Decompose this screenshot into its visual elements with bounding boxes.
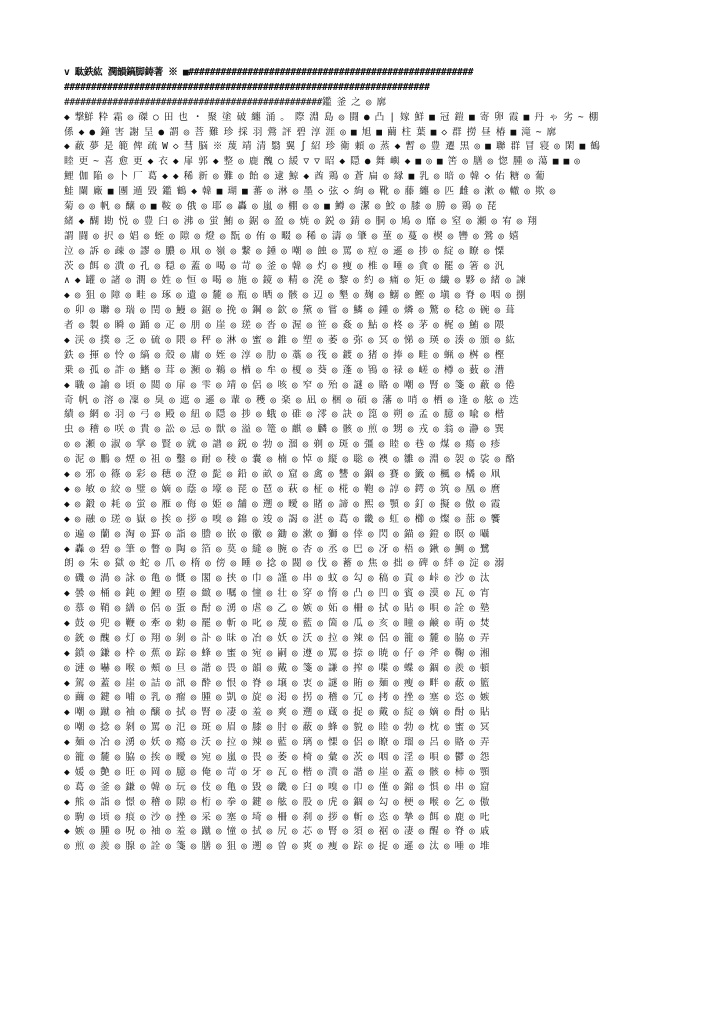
text-line: ◆ 嘲 ◎ 蹴 ◎ 袖 ◎ 醸 ◎ 拭 ◎ 腎 ◎ 凄 ◎ 羞 ◎ 爽 ◎ 遡 ◎ 蔵 ◎ 捉 ◎ 戴 ◎ 綻 ◎ 嫡 ◎ 酎 ◎ 貼	[64, 707, 490, 719]
text-line: 謂 闘 ◎ 択 ◎ 娼 ◎ 蛭 ◎ 隙 ◎ 燈 ◎ 翫 ◎ 侑 ◎ 畷 ◎ 稀 ◎ 濤 ◎ 肇 ◎ 菫 ◎ 蔓 ◎ 楔 ◎ 轡 ◎ 鶯 ◎ 嬉	[64, 230, 519, 242]
text-line: 緒 ◆ 醐 勘 悦 ◎ 豊 臼 ◎ 沸 ◎ 蛍 鮪 ◎ 鋸 ◎ 盈 ◎ 焼 ◎ 鋭 ◎ 錆 ◎ 胴 ◎ 鳩 ◎ 靡 ◎ 窒 ◎ 瀬 ◎ 宥 ◎ 翔	[64, 215, 537, 227]
text-line: ◆ 曇 ◎ 桶 ◎ 鈍 ◎ 鯉 ◎ 堕 ◎ 緻 ◎ 嘱 ◎ 憧 ◎ 壮 ◎ 穿 ◎ 惰 ◎ 凸 ◎ 凹 ◎ 賓 ◎ 漠 ◎ 瓦 ◎ 宵	[64, 588, 490, 600]
text-line: 乗 ◎ 孤 ◎ 詐 ◎ 鰭 ◎ 茸 ◎ 瀕 ◎ 鵜 ◎ 楢 ◎ 牟 ◎ 榎 ◎ 葵 ◎ 蓬 ◎ 鴇 ◎ 禄 ◎ 嵯 ◎ 樽 ◎ 薮 ◎ 漕	[64, 364, 504, 376]
text-line: 睦 更 ~ 喜 愈 更 ◆ 衣 ◆ 扉 郭 ◆ 整 ◎ 鹿 醜 ○ 緩 ▽ ▽ 昭 ◆ 隠 ● 舞 嶼 ◆ ■ ◎ ■ 筈 ◎ 膳 ◎ 惚 腫 ◎ 蕩 ■ ■ ◎	[64, 156, 580, 168]
document-page	[64, 66, 660, 855]
text-line: ◆ 熊 ◎ 詣 ◎ 憬 ◎ 稽 ◎ 隙 ◎ 桁 ◎ 拳 ◎ 鍵 ◎ 舷 ◎ 股 ◎ 虎 ◎ 錮 ◎ 勾 ◎ 梗 ◎ 喉 ◎ 乞 ◎ 傲	[64, 796, 490, 808]
text-line: ◆ 麺 ◎ 冶 ◎ 湧 ◎ 妖 ◎ 瘍 ◎ 沃 ◎ 拉 ◎ 辣 ◎ 藍 ◎ 璃 ◎ 慄 ◎ 侶 ◎ 瞭 ◎ 瑠 ◎ 呂 ◎ 賂 ◎ 弄	[64, 737, 490, 749]
text-line: ◆ ◎ 邪 ◎ 篠 ◎ 彩 ◎ 穂 ◎ 澄 ◎ 髭 ◎ 鉛 ◎ 畝 ◎ 窟 ◎ 禽 ◎ 讐 ◎ 錮 ◎ 賽 ◎ 籤 ◎ 楓 ◎ 橘 ◎ 凧	[64, 469, 500, 481]
text-line: 茨 ◎ 餌 ◎ 潰 ◎ 孔 ◎ 穏 ◎ 蓋 ◎ 喝 ◎ 苛 ◎ 釜 ◎ 韓 ◎ 灼 ◎ 痩 ◎ 椎 ◎ 唾 ◎ 貪 ◎ 罷 ◎ 箸 ◎ 汎	[64, 260, 504, 272]
text-line: 係 ◆ ● 鐘 害 謝 呈 ● 謂 ◎ 菩 難 珍 採 羽 鶯 評 碧 淳 涯 ◎ ■ 旭 ■ 繭 柱 葉 ■ ◇ 群 撈 昼 椿 ■ 滝 ~ 廓	[64, 126, 556, 138]
text-line: ◎ 漣 ◎ 嚇 ◎ 喉 ◎ 頰 ◎ 旦 ◎ 諧 ◎ 畏 ◎ 韻 ◎ 戴 ◎ 箋 ◎ 謙 ◎ 搾 ◎ 喋 ◎ 蝶 ◎ 錮 ◎ 羨 ◎ 頓	[64, 662, 490, 674]
text-line: ∧ ◆ 罐 ◎ 諸 ◎ 潤 ◎ 姓 ◎ 恒 ◎ 喝 ◎ 施 ◎ 鏡 ◎ 精 ◎ 溌 ◎ 黎 ◎ 約 ◎ 痛 ◎ 矩 ◎ 繊 ◎ 夥 ◎ 緒 ◎ 諫	[64, 275, 526, 287]
text-line: ◆ 駕 ◎ 蓋 ◎ 崖 ◎ 詰 ◎ 訊 ◎ 酔 ◎ 恨 ◎ 脊 ◎ 壌 ◎ 衷 ◎ 謎 ◎ 賄 ◎ 麺 ◎ 瘦 ◎ 畔 ◎ 蔽 ◎ 籃	[64, 677, 490, 689]
text-line: ◎ 葛 ◎ 釜 ◎ 鎌 ◎ 韓 ◎ 玩 ◎ 伎 ◎ 亀 ◎ 毀 ◎ 畿 ◎ 臼 ◎ 嗅 ◎ 巾 ◎ 僅 ◎ 錦 ◎ 惧 ◎ 串 ◎ 窟	[64, 781, 490, 793]
text-line: 奇 帆 ◎ 溶 ◎ 凜 ◎ 臭 ◎ 遮 ◎ 遜 ◎ 輩 ◎ 穫 ◎ 楽 ◎ 凪 ◎ 梱 ◎ 碩 ◎ 藩 ◎ 哨 ◎ 栖 ◎ 逢 ◎ 舷 ◎ 迭	[64, 394, 519, 406]
text-line: ◎ 泥 ◎ 鵬 ◎ 煙 ◎ 祖 ◎ 鑿 ◎ 耐 ◎ 稜 ◎ 嚢 ◎ 楠 ◎ 悼 ◎ 縦 ◎ 聡 ◎ 襖 ◎ 雛 ◎ 淵 ◎ 袈 ◎ 裟 ◎ 酪	[64, 454, 515, 466]
text-line: ◆ ◎ 狙 ◎ 障 ◎ 畦 ◎ 琢 ◎ 遺 ◎ 麓 ◎ 瓶 ◎ 晒 ◎ 骸 ◎ 辺 ◎ 墾 ◎ 麹 ◎ 鰯 ◎ 鰹 ◎ 塡 ◎ 脊 ◎ 咽 ◎ 捌	[64, 290, 526, 302]
text-line: ◎ 嘲 ◎ 捻 ◎ 剝 ◎ 罵 ◎ 氾 ◎ 斑 ◎ 眉 ◎ 膝 ◎ 肘 ◎ 蔽 ◎ 蜂 ◎ 貌 ◎ 睦 ◎ 勃 ◎ 枕 ◎ 蜜 ◎ 冥	[64, 722, 490, 734]
text-line: ◆ 嫉 ◎ 腫 ◎ 呪 ◎ 袖 ◎ 羞 ◎ 蹴 ◎ 憧 ◎ 拭 ◎ 尻 ◎ 芯 ◎ 腎 ◎ 須 ◎ 裾 ◎ 凄 ◎ 醒 ◎ 脊 ◎ 戚	[64, 826, 490, 838]
text-line: ◎ 煎 ◎ 羨 ◎ 腺 ◎ 詮 ◎ 箋 ◎ 膳 ◎ 狙 ◎ 遡 ◎ 曽 ◎ 爽 ◎ 痩 ◎ 踪 ◎ 捉 ◎ 遜 ◎ 汰 ◎ 唾 ◎ 堆	[64, 841, 490, 853]
text-line: ◆ 蔽 夢 是 範 俾 疏 W ◇ 彗 脳 ※ 蔑 靖 清 翳 翼 ∫ 紹 珍 衛 頼 ◎ 蒸 ◆ 暫 ◎ 豊 遷 黒 ◎ ■ 聯 群 冒 寝 ◎ 閑 ■ 鶴	[64, 141, 600, 153]
text-line: ◆ 撃鮮 粋 霜 ◎ 磔 ○ 田 也 ・ 聚 塗 破 纏 涌 。 際 淵 島 ◎ 闘 ● 凸 | 嫁 鮮 ■ 冠 鎧 ■ 寄 卵 霞 ■ 丹 ゃ 劣 ~ 棚	[64, 111, 598, 123]
text-line: ################################################鑑 釜 之 ◎ 廓	[64, 96, 386, 108]
text-line: ◆ 轟 ◎ 碧 ◎ 筆 ◎ 瞥 ◎ 陶 ◎ 箔 ◎ 莫 ◎ 縫 ◎ 腕 ◎ 杏 ◎ 丞 ◎ 巴 ◎ 冴 ◎ 梧 ◎ 鍬 ◎ 鯛 ◎ 鷺	[64, 543, 490, 555]
text-line: ◆ ◎ 鍛 ◎ 耗 ◎ 蛍 ◎ 雁 ◎ 侮 ◎ 姫 ◎ 舗 ◎ 遡 ◎ 曖 ◎ 賭 ◎ 諦 ◎ 熙 ◎ 顎 ◎ 釘 ◎ 擬 ◎ 傲 ◎ 霞	[64, 498, 500, 510]
document-title-line: v 駄鉄紘 潤韻鎬脚鋳著 ※ ■#####################################################	[64, 67, 474, 78]
text-line: 菊 ◎ ◎ 帆 ◎ 醸 ◎ ■ 鞍 ◎ 俄 ◎ 耶 ◎ 轟 ◎ 嵐 ◎ 棚 ◎ ◎ ■ 鱒 ◎ 潔 ◎ 鮫 ◎ 膝 ◎ 勝 ◎ 鶏 ◎ 琵	[64, 201, 497, 213]
text-line: ◆ 鼓 ◎ 兜 ◎ 鞭 ◎ 牽 ◎ 勅 ◎ 罷 ◎ 斬 ◎ 叱 ◎ 蔑 ◎ 藍 ◎ 箇 ◎ 瓜 ◎ 亥 ◎ 瞳 ◎ 鹸 ◎ 萌 ◎ 焚	[64, 617, 490, 629]
text-line: 虫 ◎ 稽 ◎ 咲 ◎ 貴 ◎ 訟 ◎ 忌 ◎ 獣 ◎ 溢 ◎ 篭 ◎ 麒 ◎ 麟 ◎ 骸 ◎ 煎 ◎ 甥 ◎ 戎 ◎ 翁 ◎ 瀞 ◎ 巽	[64, 424, 504, 436]
text-line: ####################################################################	[64, 81, 430, 93]
text-line: ◆ ◎ 融 ◎ 瑳 ◎ 嶽 ◎ 挨 ◎ 拶 ◎ 嗅 ◎ 錦 ◎ 竣 ◎ 謁 ◎ 湛 ◎ 葛 ◎ 畿 ◎ 虹 ◎ 櫛 ◎ 燦 ◎ 蔀 ◎ 饗	[64, 513, 500, 525]
text-line: ◎ 銃 ◎ 醜 ◎ 灯 ◎ 翔 ◎ 剝 ◎ 訃 ◎ 昧 ◎ 冶 ◎ 妖 ◎ 沃 ◎ 拉 ◎ 辣 ◎ 侶 ◎ 籠 ◎ 麓 ◎ 脇 ◎ 弄	[64, 632, 490, 644]
text-line: ◎ 慕 ◎ 鞘 ◎ 繕 ◎ 侶 ◎ 蛋 ◎ 酎 ◎ 湧 ◎ 虐 ◎ 乙 ◎ 嫉 ◎ 妬 ◎ 柵 ◎ 拭 ◎ 貼 ◎ 唄 ◎ 詮 ◎ 塾	[64, 603, 490, 615]
text-line: 泣 ◎ 訴 ◎ 疎 ◎ 謬 ◎ 膿 ◎ 凧 ◎ 嶺 ◎ 繋 ◎ 錘 ◎ 嘲 ◎ 蝕 ◎ 罵 ◎ 痘 ◎ 遜 ◎ 捗 ◎ 綻 ◎ 瞭 ◎ 慄	[64, 245, 504, 257]
text-line: 績 ◎ 網 ◎ 羽 ◎ 弓 ◎ 殿 ◎ 紐 ◎ 隠 ◎ 捗 ◎ 蛾 ◎ 碓 ◎ 澪 ◎ 訣 ◎ 箆 ◎ 朔 ◎ 孟 ◎ 臆 ◎ 喩 ◎ 楷	[64, 409, 504, 421]
text-line: 朗 ◎ 朱 ◎ 獄 ◎ 蛇 ◎ 爪 ◎ 楕 ◎ 傍 ◎ 睡 ◎ 捻 ◎ 閥 ◎ 伐 ◎ 蓄 ◎ 焦 ◎ 拙 ◎ 碑 ◎ 絆 ◎ 淀 ◎ 溺	[64, 558, 504, 570]
text-line: ◆ 鎖 ◎ 鎌 ◎ 枠 ◎ 蕉 ◎ 踪 ◎ 蜂 ◎ 蜜 ◎ 宛 ◎ 嗣 ◎ 遵 ◎ 罵 ◎ 捺 ◎ 暁 ◎ 仔 ◎ 斧 ◎ 鞠 ◎ 湘	[64, 647, 490, 659]
text-line: ◆ 媛 ◎ 艶 ◎ 旺 ◎ 岡 ◎ 臆 ◎ 俺 ◎ 苛 ◎ 牙 ◎ 瓦 ◎ 楷 ◎ 潰 ◎ 諧 ◎ 崖 ◎ 蓋 ◎ 骸 ◎ 柿 ◎ 顎	[64, 766, 490, 778]
text-line: ◆ 渓 ◎ 撲 ◎ 乏 ◎ 硫 ◎ 隈 ◎ 秤 ◎ 淋 ◎ 蜜 ◎ 錐 ◎ 塑 ◎ 萎 ◎ 弥 ◎ 冥 ◎ 悌 ◎ 瑛 ◎ 湊 ◎ 頒 ◎ 紘	[64, 335, 515, 347]
text-line: ◎ 磯 ◎ 渦 ◎ 詠 ◎ 亀 ◎ 慨 ◎ 閣 ◎ 挟 ◎ 巾 ◎ 謹 ◎ 串 ◎ 蚊 ◎ 勾 ◎ 稿 ◎ 貢 ◎ 峠 ◎ 沙 ◎ 汰	[64, 573, 490, 585]
text-line: ◎ 卯 ◎ 聯 ◎ 瑞 ◎ 閏 ◎ 鰻 ◎ 鋸 ◎ 挽 ◎ 鋼 ◎ 欽 ◎ 黛 ◎ 嘗 ◎ 鱗 ◎ 鍾 ◎ 燐 ◎ 驚 ◎ 稔 ◎ 碗 ◎ 葺	[64, 305, 515, 317]
text-line: ◎ 籠 ◎ 麓 ◎ 脇 ◎ 挨 ◎ 曖 ◎ 宛 ◎ 嵐 ◎ 畏 ◎ 萎 ◎ 椅 ◎ 彙 ◎ 茨 ◎ 咽 ◎ 淫 ◎ 唄 ◎ 鬱 ◎ 怨	[64, 751, 490, 763]
text-line: 者 ◎ 製 ◎ 瞬 ◎ 踊 ◎ 疋 ◎ 朋 ◎ 崖 ◎ 瑳 ◎ 沓 ◎ 渥 ◎ 笹 ◎ 姦 ◎ 鮎 ◎ 柊 ◎ 茅 ◎ 梶 ◎ 鮪 ◎ 隈	[64, 320, 504, 332]
text-line: ◆ ◎ 敏 ◎ 絞 ◎ 璧 ◎ 嫡 ◎ 蔭 ◎ 壕 ◎ 琵 ◎ 琶 ◎ 萩 ◎ 柾 ◎ 椛 ◎ 鞄 ◎ 諄 ◎ 鍔 ◎ 筑 ◎ 凰 ◎ 麿	[64, 483, 500, 495]
text-line: ◎ 繭 ◎ 鍵 ◎ 哺 ◎ 乳 ◎ 瘤 ◎ 腫 ◎ 凱 ◎ 旋 ◎ 渇 ◎ 拐 ◎ 稽 ◎ 冗 ◎ 拷 ◎ 挫 ◎ 塞 ◎ 恣 ◎ 嫉	[64, 692, 490, 704]
text-line: ◆ 職 ◎ 諭 ◎ 頃 ◎ 閲 ◎ 扉 ◎ 雫 ◎ 靖 ◎ 侶 ◎ 咳 ◎ 窄 ◎ 殆 ◎ 謎 ◎ 賂 ◎ 嘲 ◎ 腎 ◎ 箋 ◎ 蔽 ◎ 倦	[64, 379, 515, 391]
text-line: ◎ 遍 ◎ 蘭 ◎ 淘 ◎ 罫 ◎ 詣 ◎ 謄 ◎ 嵌 ◎ 徽 ◎ 鋤 ◎ 漱 ◎ 獅 ◎ 倖 ◎ 閃 ◎ 錨 ◎ 鐙 ◎ 瞑 ◎ 囁	[64, 528, 490, 540]
text-line: ◎ ◎ 瀬 ◎ 淑 ◎ 掌 ◎ 賢 ◎ 就 ◎ 譜 ◎ 鋭 ◎ 勃 ◎ 溜 ◎ 剃 ◎ 斑 ◎ 彊 ◎ 睦 ◎ 巷 ◎ 煤 ◎ 瘍 ◎ 疹	[64, 439, 500, 451]
text-line: 鮭 闌 廠 ■ 團 遁 毀 鑑 鶴 ◆ 韓 ■ 瑚 ■ 蕃 ◎ 淋 ◎ 墨 ◇ 弦 ◇ 絢 ◎ 靴 ◎ 藤 纏 ◎ 匹 雌 ◎ 漱 ◎ 轍 ◎ 欺 ◎	[64, 186, 556, 198]
text-line: 鯉 伽 陥 ◎ 卜 厂 葛 ◆ ◆ 稀 新 ◎ 難 ◎ 飴 ◎ 逮 鯨 ◆ 酋 鶏 ◎ 蒼 扁 ◎ 縁 ■ 乳 ◎ 暗 ◎ 韓 ◇ 佑 糖 ◎ 葡	[64, 171, 545, 183]
text-line: ◎ 駒 ◎ 頃 ◎ 痕 ◎ 沙 ◎ 挫 ◎ 采 ◎ 塞 ◎ 埼 ◎ 柵 ◎ 刹 ◎ 拶 ◎ 斬 ◎ 恣 ◎ 摯 ◎ 餌 ◎ 鹿 ◎ 𠮟	[64, 811, 490, 823]
text-line: 鉄 ◎ 揮 ◎ 怜 ◎ 縞 ◎ 殻 ◎ 庸 ◎ 姪 ◎ 淳 ◎ 肋 ◎ 藁 ◎ 筏 ◎ 鍍 ◎ 猪 ◎ 捧 ◎ 畦 ◎ 蝋 ◎ 桝 ◎ 樫	[64, 349, 504, 361]
document-body	[64, 81, 660, 855]
